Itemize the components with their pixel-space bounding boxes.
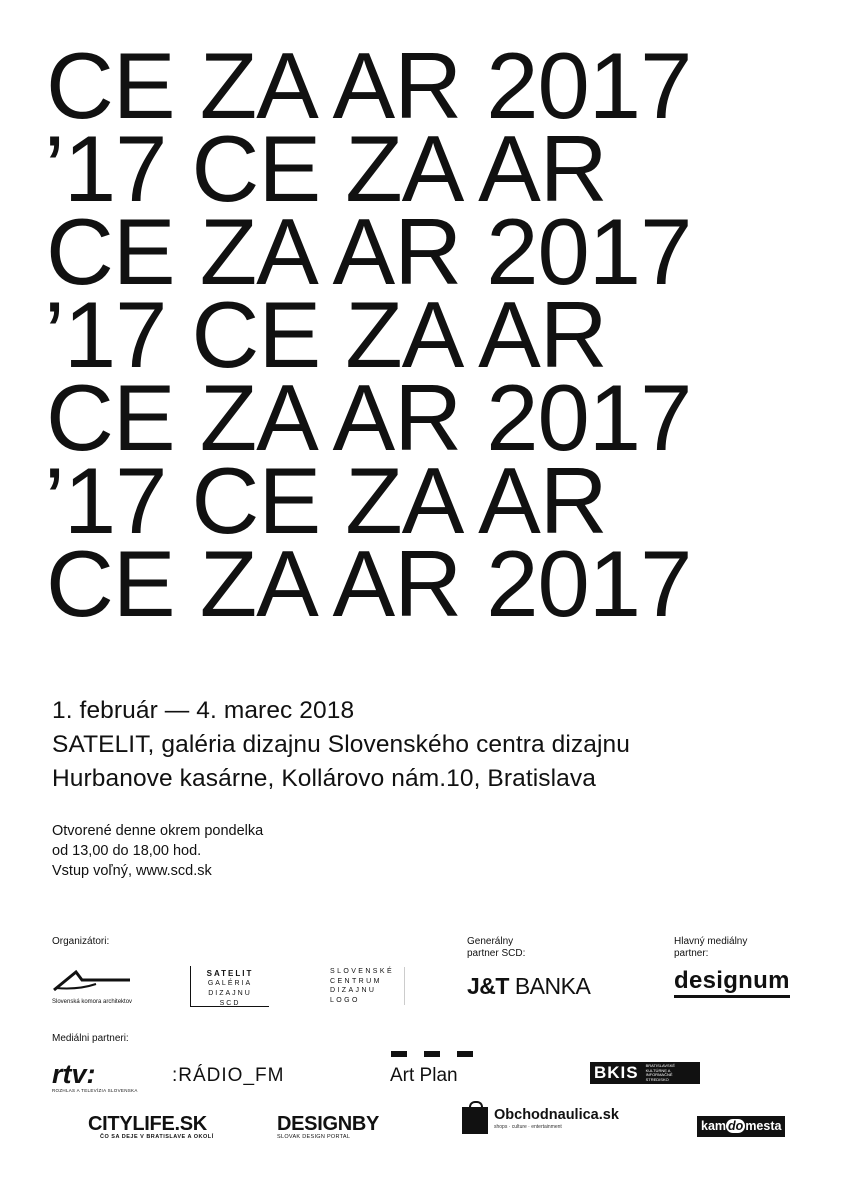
- citylife-logo: [88, 1114, 214, 1141]
- event-address: Hurbanove kasárne, Kollárovo nám.10, Bratislava: [52, 765, 596, 792]
- designby-logo-caption: SLOVAK DESIGN PORTAL: [277, 1134, 351, 1140]
- radio-fm-logo: :RÁDIO_FM: [172, 1065, 285, 1086]
- title-line: ’17 CE ZA AR: [44, 116, 607, 221]
- jt-logo-word: BANKA: [514, 973, 591, 999]
- ska-mark-icon: [52, 966, 134, 994]
- main-media-label-line: partner:: [674, 948, 709, 959]
- title-line: ’17 CE ZA AR: [44, 282, 607, 387]
- obchodnaulica-logo-caption: shops · culture · entertainment: [494, 1124, 562, 1130]
- scd-logo: [330, 967, 405, 1005]
- obchodnaulica-logo: [462, 1107, 619, 1134]
- jt-banka-logo: [467, 973, 590, 1000]
- satelit-logo-text: DIZAJNU: [208, 990, 252, 997]
- shopping-bag-icon: [462, 1107, 488, 1134]
- event-info: [52, 694, 630, 796]
- hours-line: Otvorené denne okrem pondelka: [52, 823, 264, 839]
- general-partner-label-line: partner SCD:: [467, 948, 526, 959]
- title-line: CE ZA AR 2017: [46, 33, 692, 138]
- kam-do-mesta-logo: [697, 1116, 785, 1137]
- citylife-logo-word: CITYLIFE.SK: [88, 1113, 207, 1135]
- rtv-logo-caption: ROZHLAS A TELEVÍZIA SLOVENSKA: [52, 1088, 138, 1093]
- opening-hours: [52, 821, 263, 881]
- admission-line: Vstup voľný, www.scd.sk: [52, 863, 212, 879]
- kam-logo-part: do: [728, 1119, 744, 1133]
- event-venue: SATELIT, galéria dizajnu Slovenského centra dizajnu: [52, 731, 631, 758]
- scd-logo-text: SLOVENSKÉ: [330, 968, 395, 975]
- art-plan-logo: [390, 1051, 480, 1087]
- title-line: CE ZA AR 2017: [46, 199, 692, 304]
- kam-logo-part: kam: [701, 1119, 727, 1133]
- designby-logo: [277, 1114, 379, 1141]
- designby-logo-word: DESIGNBY: [277, 1113, 380, 1135]
- ska-logo: [52, 966, 142, 1006]
- scd-logo-text: DIZAJNU: [330, 987, 377, 994]
- ska-caption: Slovenská komora architektov: [52, 999, 133, 1005]
- general-partner-label-line: Generálny: [467, 936, 514, 947]
- satelit-logo-text: SCD: [219, 1000, 241, 1007]
- media-partners-label: Mediálni partneri:: [52, 1033, 129, 1044]
- scd-logo-text: CENTRUM: [330, 977, 382, 985]
- hours-line: od 13,00 do 18,00 hod.: [52, 843, 202, 859]
- title-line: CE ZA AR 2017: [46, 365, 692, 470]
- bkis-logo: [590, 1062, 700, 1084]
- rtv-logo-word: rtv:: [52, 1059, 96, 1089]
- art-plan-dashes-icon: [391, 1051, 480, 1057]
- organizers-label: Organizátori:: [52, 936, 110, 947]
- jt-logo-mark: J&T: [467, 973, 509, 999]
- main-media-partner-label: [674, 936, 747, 960]
- satelit-logo-text: GALÉRIA: [207, 980, 253, 987]
- rtv-logo: [52, 1060, 138, 1093]
- scd-logo-text: LOGO: [330, 996, 360, 1004]
- general-partner-label: [467, 936, 525, 960]
- bkis-logo-caption: BRATISLAVSKÉ KULTÚRNE A INFORMAČNÉ STREDISKO: [645, 1063, 676, 1082]
- event-dates: 1. február — 4. marec 2018: [52, 697, 355, 724]
- satelit-logo-text: SATELIT: [206, 969, 254, 978]
- citylife-logo-caption: ČO SA DEJE V BRATISLAVE A OKOLÍ: [100, 1134, 214, 1140]
- obchodnaulica-logo-word: Obchodnaulica.sk: [494, 1107, 619, 1123]
- satelit-logo: [190, 966, 269, 1007]
- title-line: CE ZA AR 2017: [46, 531, 692, 636]
- designum-logo: designum: [674, 968, 790, 998]
- art-plan-word: Art Plan: [390, 1065, 458, 1086]
- bkis-logo-word: BKIS: [594, 1063, 639, 1082]
- title-line: ’17 CE ZA AR: [44, 448, 607, 553]
- kam-logo-part: mesta: [745, 1119, 782, 1133]
- exhibition-title: [44, 33, 806, 636]
- main-media-label-line: Hlavný mediálny: [674, 936, 748, 947]
